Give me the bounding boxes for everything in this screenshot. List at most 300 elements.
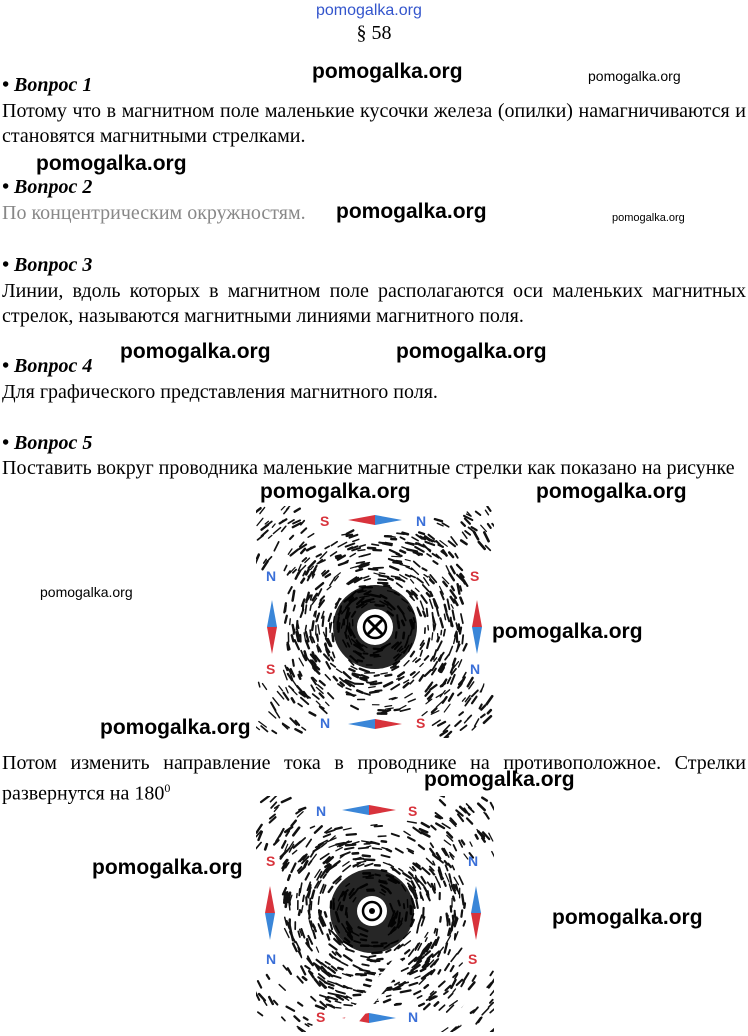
iron-filing <box>444 614 445 619</box>
watermark: pomogalka.org <box>492 620 643 643</box>
iron-filing <box>408 821 417 823</box>
iron-filing <box>293 681 296 686</box>
iron-filing <box>486 546 491 551</box>
iron-filing <box>431 826 435 830</box>
iron-filing <box>286 688 288 693</box>
iron-filing <box>282 1017 285 1020</box>
iron-filing <box>412 537 418 541</box>
iron-filing <box>428 626 429 630</box>
iron-filing <box>375 675 379 676</box>
iron-filing <box>431 843 434 847</box>
iron-filing <box>488 710 491 713</box>
iron-filing <box>396 849 403 853</box>
iron-filing <box>269 712 276 718</box>
iron-filing <box>440 618 443 627</box>
iron-filing <box>464 644 467 651</box>
iron-filing <box>298 1003 302 1006</box>
iron-filing <box>269 997 273 1004</box>
iron-filing <box>286 899 287 907</box>
iron-filing <box>417 925 419 933</box>
iron-filing <box>452 866 454 870</box>
iron-filing <box>433 561 437 564</box>
iron-filing <box>388 578 392 580</box>
iron-filing <box>437 641 441 650</box>
iron-filing <box>385 706 392 707</box>
iron-filing <box>337 669 342 672</box>
iron-filing <box>453 659 455 665</box>
iron-filing <box>428 955 433 959</box>
watermark: pomogalka.org <box>588 68 681 84</box>
iron-filing <box>337 991 345 993</box>
iron-filing <box>435 519 442 521</box>
iron-filing <box>452 587 454 591</box>
iron-filing <box>350 554 355 557</box>
iron-filing <box>427 593 430 596</box>
iron-filing <box>318 897 319 905</box>
iron-filing <box>326 662 330 669</box>
iron-filing <box>361 956 369 958</box>
iron-filing <box>454 845 457 851</box>
iron-filing <box>279 686 283 691</box>
iron-filing <box>405 950 409 953</box>
iron-filing <box>308 1024 312 1025</box>
iron-filing <box>472 697 477 704</box>
compass-needle-right <box>472 600 482 654</box>
iron-filing <box>393 989 400 990</box>
iron-filing <box>460 586 461 591</box>
iron-filing <box>311 997 315 1001</box>
iron-filing <box>397 583 402 587</box>
iron-filing <box>406 575 410 577</box>
iron-filing <box>309 561 315 568</box>
iron-filing <box>482 1008 489 1015</box>
iron-filing <box>463 973 468 981</box>
iron-filing <box>305 626 306 631</box>
iron-filing <box>426 972 432 976</box>
iron-filing <box>451 954 457 962</box>
iron-filing <box>435 1002 439 1005</box>
watermark: pomogalka.org <box>336 200 487 223</box>
iron-filing <box>303 977 306 980</box>
iron-filing <box>445 605 447 612</box>
iron-filing <box>325 546 329 548</box>
iron-filing <box>269 557 272 560</box>
iron-filing <box>481 525 487 531</box>
iron-filing <box>335 861 340 865</box>
iron-filing <box>425 938 427 942</box>
iron-filing <box>419 915 422 924</box>
iron-filing <box>417 578 423 582</box>
iron-filing <box>301 929 304 938</box>
iron-filing <box>404 661 409 666</box>
question-2-label: • Вопрос 2 <box>2 176 93 198</box>
iron-filing <box>375 826 383 827</box>
iron-filing <box>427 609 428 616</box>
iron-filing <box>406 879 410 882</box>
iron-filing <box>427 638 429 648</box>
iron-filing <box>295 509 300 512</box>
header-site-link[interactable]: pomogalka.org <box>316 2 422 19</box>
iron-filing <box>449 573 454 580</box>
iron-filing <box>293 660 294 666</box>
iron-filing <box>325 675 330 680</box>
iron-filing <box>425 985 429 988</box>
iron-filing <box>317 613 319 621</box>
iron-filing <box>293 850 297 854</box>
iron-filing <box>423 612 425 617</box>
iron-filing <box>399 869 403 872</box>
iron-filing <box>309 914 310 919</box>
iron-filing <box>320 919 322 923</box>
iron-filing <box>470 842 472 846</box>
compass-needle-right <box>471 886 481 940</box>
iron-filing <box>357 991 364 992</box>
iron-filing <box>459 876 463 884</box>
iron-filing <box>404 941 410 946</box>
iron-filing <box>352 842 359 844</box>
iron-filing <box>258 1012 263 1015</box>
iron-filing <box>438 638 439 642</box>
iron-filing <box>449 646 452 655</box>
iron-filing <box>336 848 342 851</box>
iron-filing <box>461 910 462 916</box>
iron-filing <box>306 873 309 879</box>
iron-filing <box>382 841 386 842</box>
iron-filing <box>320 1002 326 1007</box>
iron-filing <box>360 669 369 672</box>
pole-label: S <box>320 513 330 529</box>
iron-filing <box>324 632 326 637</box>
iron-filing <box>436 929 437 935</box>
iron-filing <box>298 931 300 937</box>
iron-filing <box>453 916 454 922</box>
iron-filing <box>449 553 453 558</box>
pole-label: S <box>470 568 480 584</box>
iron-filing <box>303 571 305 575</box>
iron-filing <box>448 950 450 954</box>
iron-filing <box>341 962 347 965</box>
iron-filing <box>449 994 453 998</box>
question-2-answer: По концентрическим окружностям. <box>2 202 306 224</box>
iron-filing <box>434 599 438 607</box>
iron-filing <box>321 983 326 988</box>
iron-filing <box>346 688 351 690</box>
iron-filing <box>325 644 327 652</box>
iron-filing <box>327 934 329 939</box>
compass-needle-left <box>265 886 275 940</box>
iron-filing <box>311 685 314 691</box>
iron-filing <box>369 569 378 570</box>
iron-filing <box>462 841 465 845</box>
magnetic-field-figure-1 <box>256 506 494 738</box>
iron-filing <box>326 999 330 1002</box>
iron-filing <box>443 582 446 586</box>
iron-filing <box>364 576 369 578</box>
iron-filing <box>303 896 304 902</box>
iron-filing <box>362 841 371 842</box>
iron-filing <box>445 964 449 970</box>
question-4-label: • Вопрос 4 <box>2 355 93 377</box>
iron-filing <box>459 712 463 715</box>
iron-filing <box>284 566 286 571</box>
iron-filing <box>267 975 269 979</box>
iron-filing <box>290 536 293 539</box>
iron-filing <box>434 624 435 629</box>
iron-filing <box>449 919 450 925</box>
iron-filing <box>446 865 448 870</box>
iron-filing <box>359 555 365 557</box>
iron-filing <box>351 706 358 710</box>
iron-filing <box>273 528 280 534</box>
iron-filing <box>446 986 451 991</box>
iron-filing <box>261 796 269 802</box>
iron-filing <box>306 593 309 603</box>
iron-filing <box>457 642 459 650</box>
iron-filing <box>391 684 399 689</box>
iron-filing <box>331 552 337 556</box>
iron-filing <box>357 562 365 563</box>
iron-filing <box>439 545 443 547</box>
iron-filing <box>287 1007 295 1011</box>
iron-filing <box>347 535 352 536</box>
iron-filing <box>307 547 315 551</box>
iron-filing <box>400 551 405 553</box>
iron-filing <box>459 660 462 667</box>
question-1-answer: Потому что в магнитном поле маленькие кусочки железа (опилки) намагничиваются и становятся магнитными стрелками. <box>2 100 746 147</box>
iron-filing <box>421 601 424 609</box>
iron-filing <box>422 877 426 883</box>
iron-filing <box>316 583 323 589</box>
iron-filing <box>419 845 424 849</box>
iron-filing <box>419 532 424 534</box>
iron-filing <box>344 987 352 989</box>
iron-filing <box>451 622 452 627</box>
iron-filing <box>292 690 297 695</box>
iron-filing <box>420 651 422 657</box>
iron-filing <box>336 1008 341 1009</box>
iron-filing <box>408 699 415 702</box>
pole-label: N <box>408 1009 419 1025</box>
iron-filing <box>492 852 494 858</box>
iron-filing <box>386 675 392 676</box>
iron-filing <box>438 970 440 974</box>
iron-filing <box>259 682 260 687</box>
iron-filing <box>291 864 295 873</box>
iron-filing <box>488 524 491 528</box>
iron-filing <box>424 1004 430 1009</box>
iron-filing <box>320 681 325 685</box>
iron-filing <box>344 1005 352 1006</box>
watermark: pomogalka.org <box>260 480 411 503</box>
pole-label: N <box>316 803 327 819</box>
iron-filing <box>283 966 287 970</box>
iron-filing <box>460 598 462 604</box>
iron-filing <box>269 535 272 538</box>
iron-filing <box>350 669 355 671</box>
iron-filing <box>397 533 404 534</box>
iron-filing <box>423 868 430 874</box>
iron-filing <box>370 681 376 682</box>
iron-filing <box>328 997 337 1000</box>
iron-filing <box>292 635 294 641</box>
watermark: pomogalka.org <box>120 340 271 363</box>
iron-filing <box>440 796 444 797</box>
iron-filing <box>329 614 331 621</box>
iron-filing <box>476 835 478 839</box>
iron-filing <box>411 580 414 584</box>
iron-filing <box>455 721 461 726</box>
iron-filing <box>393 562 402 563</box>
iron-filing <box>416 543 422 546</box>
iron-filing <box>416 659 420 662</box>
watermark: pomogalka.org <box>40 584 133 600</box>
iron-filing <box>363 856 370 857</box>
iron-filing <box>427 554 431 557</box>
watermark: pomogalka.org <box>612 212 685 224</box>
iron-filing <box>444 840 450 845</box>
iron-filing <box>490 972 493 976</box>
iron-filing <box>333 635 334 639</box>
iron-filing <box>461 541 466 545</box>
iron-filing <box>484 716 491 723</box>
iron-filing <box>369 687 376 688</box>
iron-filing <box>265 844 267 849</box>
iron-filing <box>256 843 261 849</box>
iron-filing <box>294 605 296 610</box>
iron-filing <box>461 982 464 987</box>
iron-filing <box>330 578 335 586</box>
question-5-answer: Поставить вокруг проводника маленькие магнитные стрелки как показано на рисунке <box>2 457 735 479</box>
iron-filing <box>459 963 462 966</box>
iron-filing <box>390 566 398 570</box>
iron-filing <box>305 966 309 969</box>
iron-filing <box>389 559 395 561</box>
iron-filing <box>288 571 291 575</box>
iron-filing <box>444 882 446 886</box>
iron-filing <box>410 680 413 684</box>
iron-filing <box>430 592 432 596</box>
iron-filing <box>327 1005 332 1006</box>
iron-filing <box>364 693 370 695</box>
iron-filing <box>438 722 445 726</box>
iron-filing <box>271 703 275 711</box>
iron-filing <box>402 547 409 550</box>
iron-filing <box>424 575 428 577</box>
iron-filing <box>443 697 447 703</box>
iron-filing <box>293 591 295 601</box>
iron-filing <box>465 531 470 535</box>
iron-filing <box>415 944 418 949</box>
iron-filing <box>329 845 336 848</box>
iron-filing <box>411 672 415 675</box>
iron-filing <box>318 589 321 596</box>
iron-filing <box>426 542 435 545</box>
iron-filing <box>257 518 263 525</box>
iron-filing <box>441 631 442 635</box>
iron-filing <box>455 554 457 558</box>
iron-filing <box>299 675 301 679</box>
iron-filing <box>304 1018 308 1020</box>
iron-filing <box>328 693 333 699</box>
iron-filing <box>326 962 331 965</box>
iron-filing <box>485 510 488 515</box>
iron-filing <box>482 798 487 801</box>
iron-filing <box>453 897 454 901</box>
iron-filing <box>451 605 453 609</box>
iron-filing <box>311 826 315 828</box>
iron-filing <box>446 566 449 573</box>
iron-filing <box>490 988 494 996</box>
iron-filing <box>272 524 275 527</box>
watermark: pomogalka.org <box>424 768 575 791</box>
iron-filing <box>299 658 303 666</box>
iron-filing <box>362 964 368 965</box>
iron-filing <box>372 544 379 545</box>
iron-filing <box>453 611 455 620</box>
iron-filing <box>472 690 478 696</box>
iron-filing <box>384 682 392 686</box>
iron-filing <box>379 573 384 574</box>
watermark: pomogalka.org <box>396 340 547 363</box>
iron-filing <box>424 578 429 586</box>
iron-filing <box>346 949 354 952</box>
iron-filing <box>439 1005 444 1010</box>
iron-filing <box>472 726 476 730</box>
iron-filing <box>341 852 350 856</box>
iron-filing <box>421 969 426 971</box>
iron-filing <box>335 1001 341 1003</box>
iron-filing <box>292 821 296 826</box>
question-5-label: • Вопрос 5 <box>2 432 93 454</box>
iron-filing <box>331 931 336 937</box>
iron-filing <box>415 588 419 591</box>
iron-filing <box>425 656 429 660</box>
iron-filing <box>484 532 488 541</box>
iron-filing <box>448 599 450 609</box>
iron-filing <box>284 670 288 679</box>
iron-filing <box>298 704 302 707</box>
iron-filing <box>345 848 354 850</box>
iron-filing <box>375 690 381 691</box>
iron-filing <box>451 567 455 574</box>
watermark: pomogalka.org <box>92 856 243 879</box>
iron-filing <box>308 534 314 538</box>
iron-filing <box>464 903 465 907</box>
iron-filing <box>301 549 305 553</box>
iron-filing <box>458 948 462 953</box>
iron-filing <box>258 981 261 988</box>
iron-filing <box>467 818 472 823</box>
iron-filing <box>310 605 311 610</box>
iron-filing <box>479 542 485 549</box>
iron-filing <box>367 980 371 981</box>
iron-filing <box>301 906 302 913</box>
iron-filing <box>346 974 352 975</box>
iron-filing <box>354 859 364 860</box>
iron-filing <box>402 968 408 971</box>
iron-filing <box>317 554 322 556</box>
iron-filing <box>398 673 404 677</box>
iron-filing <box>305 605 306 613</box>
iron-filing <box>333 976 340 978</box>
iron-filing <box>336 555 341 556</box>
iron-filing <box>444 991 448 994</box>
iron-filing <box>324 834 331 837</box>
iron-filing <box>293 625 294 631</box>
iron-filing <box>318 625 320 634</box>
iron-filing <box>424 546 431 550</box>
iron-filing <box>329 887 333 892</box>
